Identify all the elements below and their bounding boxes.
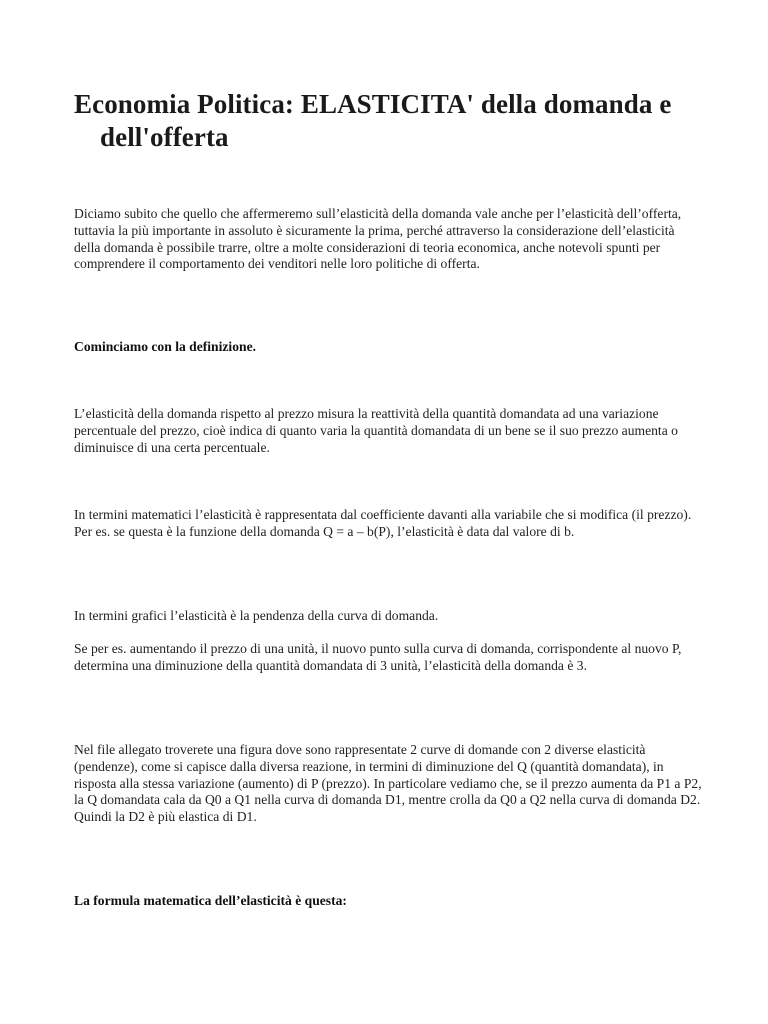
heading-formula: La formula matematica dell’elasticità è questa: xyxy=(74,893,347,908)
paragraph-definition: L’elasticità della domanda rispetto al prezzo misura la reattività della quantità domandata ad una variazione percentuale del prezzo, cioè indica di quanto varia la quantità domandata di un bene se il suo prezzo aumenta o diminuisce di una certa percentuale. xyxy=(74,406,678,455)
paragraph-intro: Diciamo subito che quello che affermeremo sull’elasticità della domanda vale anche per l’elasticità dell’offerta, tuttavia la più importante in assoluto è sicuramente la prima, perché attraverso la considerazione dell’elasticità della domanda è possibile trarre, oltre a molte considerazioni di teoria economica, anche notevoli spunti per comprendere il comportamento dei venditori nelle loro politiche di offerta. xyxy=(74,206,682,272)
paragraph-mathematical: In termini matematici l’elasticità è rappresentata dal coefficiente davanti alla variabile che si modifica (il prezzo). Per es. se questa è la funzione della domanda Q = a – b(P), l’elasticità è data dal valore di b. xyxy=(74,507,692,539)
heading-definition: Cominciamo con la definizione. xyxy=(74,339,256,354)
paragraph-graphical: In termini grafici l’elasticità è la pendenza della curva di domanda. xyxy=(74,608,439,623)
document-title: Economia Politica: ELASTICITA' della domanda e dell'offerta xyxy=(74,89,672,152)
paragraph-attached-figure: Nel file allegato troverete una figura dove sono rappresentate 2 curve di domande con 2 diverse elasticità (pendenze), come si capisce dalla diversa reazione, in termini di diminuzione del Q (quantità domandata), in risposta alla stessa variazione (aumento) di P (prezzo). In particolare vediamo che, se il prezzo aumenta da P1 a P2, la Q domandata cala da Q0 a Q1 nella curva di domanda D1, mentre crolla da Q0 a Q2 nella curva di domanda D2. Quindi la D2 è più elastica di D1. xyxy=(74,742,702,825)
paragraph-example: Se per es. aumentando il prezzo di una unità, il nuovo punto sulla curva di domanda, corrispondente al nuovo P, determina una diminuzione della quantità domandata di 3 unità, l’elasticità della domanda è 3. xyxy=(74,641,682,673)
